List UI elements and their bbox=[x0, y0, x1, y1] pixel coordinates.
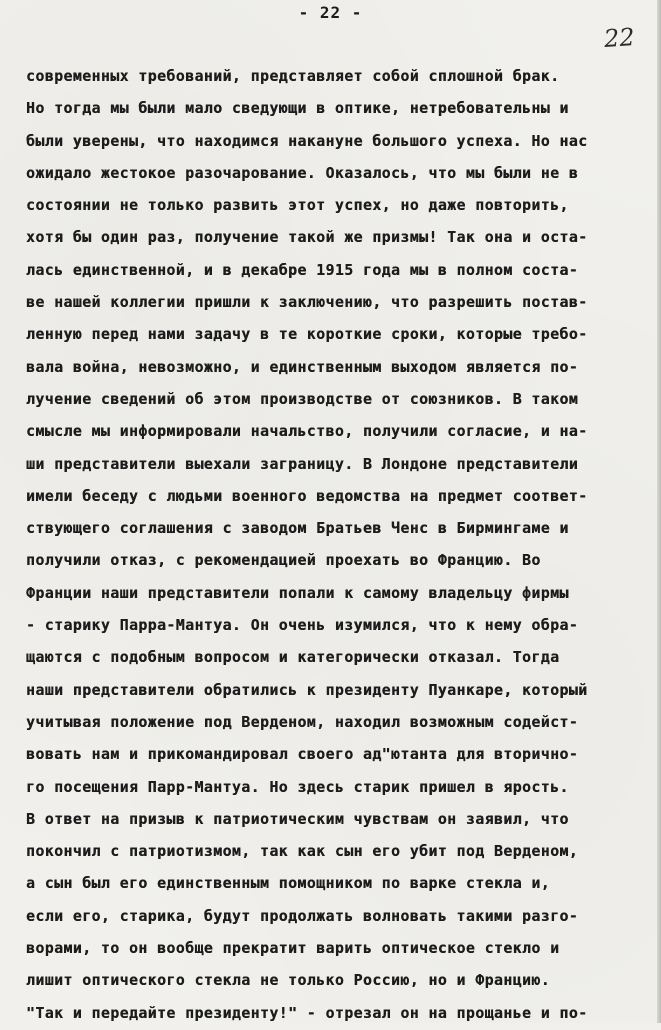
text-line: вала война, невозможно, и единственным выходом является по- bbox=[26, 358, 579, 376]
text-line: лишит оптического стекла не только Россию, но и Францию. bbox=[26, 972, 551, 990]
text-line: "Так и передайте президенту!" - отрезал он на прощанье и по- bbox=[26, 1004, 588, 1022]
page-number: - 22 - bbox=[298, 3, 363, 22]
text-line: щаются с подобным вопросом и категорически отказал. Тогда bbox=[26, 649, 560, 667]
text-line: В ответ на призыв к патриотическим чувствам он заявил, что bbox=[26, 810, 569, 828]
text-line: лучение сведений об этом производстве от союзников. В таком bbox=[26, 390, 579, 408]
handwritten-page-mark: 22 bbox=[603, 22, 636, 54]
body-text bbox=[26, 61, 656, 1030]
text-line: Франции наши представители попали к самому владельцу фирмы bbox=[26, 584, 569, 602]
page-edge-shadow bbox=[657, 0, 661, 1023]
text-line: лась единственной, и в декабре 1915 года мы в полном соста- bbox=[26, 261, 579, 279]
text-line: состоянии не только развить этот успех, но даже повторить, bbox=[26, 197, 569, 215]
text-line: - старику Парра-Мантуа. Он очень изумился, что к нему обра- bbox=[26, 617, 579, 635]
text-line: Но тогда мы были мало сведующи в оптике, нетребовательны и bbox=[26, 100, 569, 118]
text-line: ши представители выехали заграницу. В Лондоне представители bbox=[26, 455, 579, 473]
text-line: ворами, то он вообще прекратит варить оптическое стекло и bbox=[26, 940, 560, 958]
text-line: хотя бы один раз, получение такой же призмы! Так она и оста- bbox=[26, 229, 588, 247]
text-line: смысле мы информировали начальство, получили согласие, и на- bbox=[26, 423, 588, 441]
text-line: имели беседу с людьми военного ведомства на предмет соответ- bbox=[26, 487, 588, 505]
text-line: покончил с патриотизмом, так как сын его убит под Верденом, bbox=[26, 843, 579, 861]
text-line: ствующего соглашения с заводом Братьев Ченс в Бирмингаме и bbox=[26, 520, 569, 538]
text-line: современных требований, представляет собой сплошной брак. bbox=[26, 68, 560, 85]
text-line: а сын был его единственным помощником по варке стекла и, bbox=[26, 875, 551, 893]
text-line: ве нашей коллегии пришли к заключению, что разрешить постав- bbox=[26, 294, 588, 312]
text-line: вовать нам и прикомандировал своего ад"ютанта для вторично- bbox=[26, 746, 579, 764]
text-line: ожидало жестокое разочарование. Оказалось, что мы были не в bbox=[26, 164, 579, 182]
text-line: ленную перед нами задачу в те короткие сроки, которые требо- bbox=[26, 326, 588, 344]
text-line: были уверены, что находимся накануне большого успеха. Но нас bbox=[26, 132, 588, 150]
text-line: учитывая положение под Верденом, находил возможным содейст- bbox=[26, 713, 579, 731]
text-line: го посещения Парр-Мантуа. Но здесь старик пришел в ярость. bbox=[26, 778, 569, 796]
text-line: наши представители обратились к президенту Пуанкаре, который bbox=[26, 681, 588, 699]
text-line: если его, старика, будут продолжать волновать такими разго- bbox=[26, 907, 579, 925]
text-line: получили отказ, с рекомендацией проехать во Францию. Во bbox=[26, 552, 541, 570]
